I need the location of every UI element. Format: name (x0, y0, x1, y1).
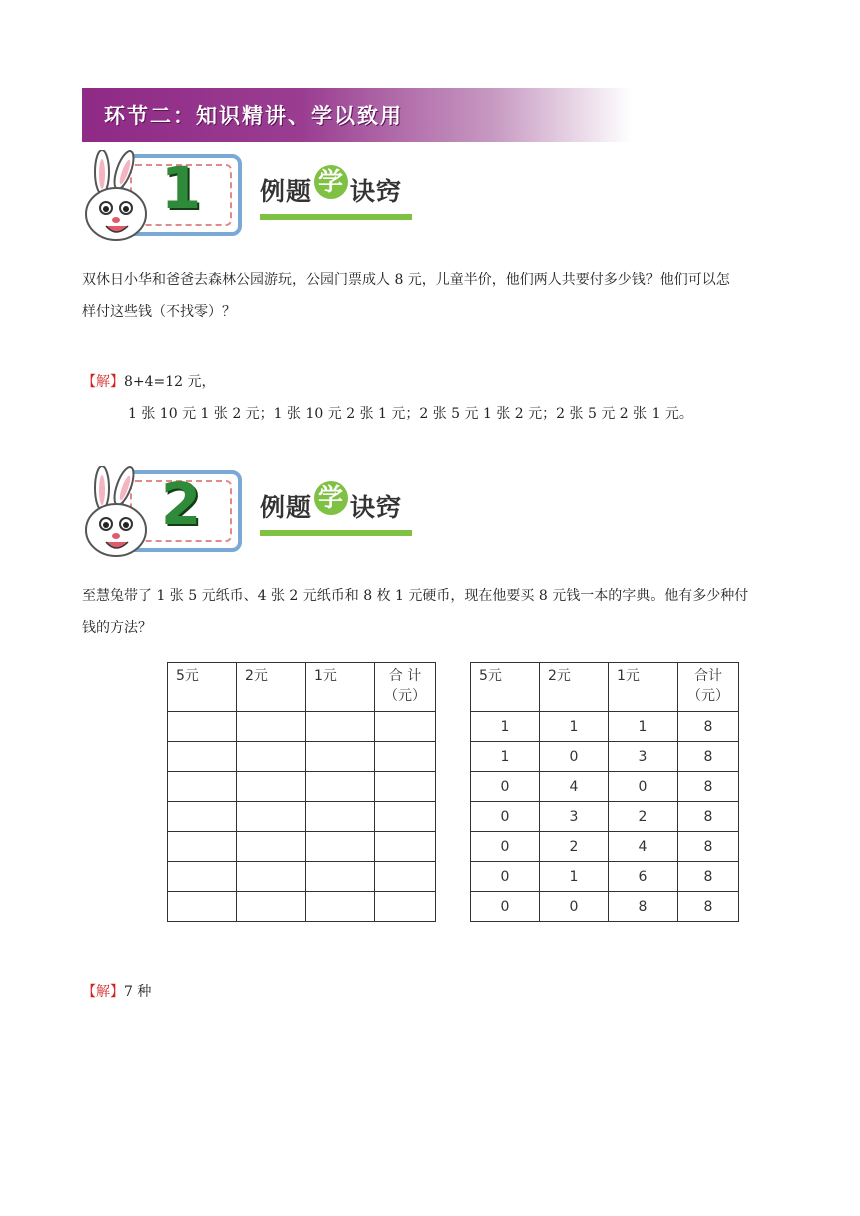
table-cell (306, 862, 375, 892)
table-cell (237, 742, 306, 772)
table-row (471, 832, 739, 862)
table-cell: 2 (540, 832, 609, 862)
table-row (168, 862, 436, 892)
table-cell (168, 832, 237, 862)
table-cell (168, 712, 237, 742)
table-cell (375, 862, 436, 892)
example-1-header (82, 150, 422, 248)
table-row (168, 712, 436, 742)
table-row (168, 772, 436, 802)
table-cell (375, 802, 436, 832)
table-cell: 3 (540, 802, 609, 832)
table-cell (168, 742, 237, 772)
table-cell (306, 802, 375, 832)
table-cell: 2 (609, 802, 678, 832)
table-cell (375, 832, 436, 862)
table-cell: 8 (678, 772, 739, 802)
example-2-answer: 【解】7 种 (82, 984, 152, 1000)
table-cell (306, 742, 375, 772)
table-cell (168, 862, 237, 892)
column-header: 2元 (237, 663, 306, 712)
table-cell: 0 (540, 892, 609, 922)
table-cell: 8 (678, 862, 739, 892)
table-cell (375, 772, 436, 802)
table-cell (306, 832, 375, 862)
column-header-total: 合计 （元） (678, 663, 739, 712)
table-cell: 4 (609, 832, 678, 862)
table-row (168, 892, 436, 922)
column-header: 1元 (306, 663, 375, 712)
table-cell: 6 (609, 862, 678, 892)
section-banner (82, 88, 632, 142)
table-cell: 0 (471, 832, 540, 862)
answer-tag: 【解】 (82, 984, 124, 1000)
table-cell (237, 712, 306, 742)
table-cell: 8 (678, 802, 739, 832)
example-2-header (82, 466, 422, 564)
table-cell: 8 (678, 712, 739, 742)
title-underline (260, 214, 412, 220)
title-underline (260, 530, 412, 536)
table-cell: 0 (609, 772, 678, 802)
table-cell (237, 832, 306, 862)
table-cell: 1 (540, 862, 609, 892)
column-header: 2元 (540, 663, 609, 712)
table-cell (237, 892, 306, 922)
table-row (471, 862, 739, 892)
example-title: 例题 学 诀窍 (260, 167, 403, 206)
table-row (471, 712, 739, 742)
table-cell: 0 (471, 862, 540, 892)
table-cell: 8 (678, 892, 739, 922)
example-2-question: 至慧兔带了 1 张 5 元纸币、4 张 2 元纸币和 8 枚 1 元硬币，现在他要买 8 元钱一本的字典。他有多少种付 钱的方法？ (82, 588, 749, 636)
example-title: 例题 学 诀窍 (260, 483, 403, 522)
table-cell: 8 (678, 832, 739, 862)
column-header: 1元 (609, 663, 678, 712)
table-cell (375, 712, 436, 742)
table-cell (168, 772, 237, 802)
rabbit-mascot-icon (82, 466, 152, 562)
table-cell: 0 (540, 742, 609, 772)
example-1-question: 双休日小华和爸爸去森林公园游玩，公园门票成人 8 元，儿童半价，他们两人共要付多少钱？他们可以怎 样付这些钱（不找零）？ (82, 272, 730, 320)
table-cell: 4 (540, 772, 609, 802)
table-cell: 8 (678, 742, 739, 772)
table-row (168, 802, 436, 832)
table-row (471, 772, 739, 802)
table-cell (237, 772, 306, 802)
table-cell (306, 892, 375, 922)
table-cell: 8 (609, 892, 678, 922)
table-row (471, 742, 739, 772)
table-row (168, 832, 436, 862)
table-cell: 1 (609, 712, 678, 742)
blank-payment-table (167, 662, 436, 922)
column-header-total: 合 计 （元） (375, 663, 436, 712)
table-cell: 1 (540, 712, 609, 742)
table-cell (375, 742, 436, 772)
filled-payment-table (470, 662, 739, 922)
table-cell: 0 (471, 892, 540, 922)
table-cell (306, 712, 375, 742)
table-cell: 0 (471, 772, 540, 802)
table-row (168, 742, 436, 772)
table-cell (375, 892, 436, 922)
table-cell (237, 862, 306, 892)
example-number: 1 (160, 154, 202, 222)
rabbit-mascot-icon (82, 150, 152, 246)
table-cell: 1 (471, 712, 540, 742)
column-header: 5元 (168, 663, 237, 712)
table-row (471, 892, 739, 922)
table-cell (306, 772, 375, 802)
table-row (471, 802, 739, 832)
table-cell: 1 (471, 742, 540, 772)
table-cell (237, 802, 306, 832)
table-cell: 3 (609, 742, 678, 772)
table-cell (168, 892, 237, 922)
column-header: 5元 (471, 663, 540, 712)
example-number: 2 (160, 470, 202, 538)
answer-tag: 【解】 (82, 374, 124, 390)
table-cell (168, 802, 237, 832)
table-cell: 0 (471, 802, 540, 832)
section-title: 环节二：知识精讲、学以致用 (104, 104, 403, 128)
example-1-answer: 【解】8+4=12 元， 1 张 10 元 1 张 2 元；1 张 10 元 2 张 1 元；2 张 5 元 1 张 2 元；2 张 5 元 2 张 1 元。 (82, 374, 693, 422)
